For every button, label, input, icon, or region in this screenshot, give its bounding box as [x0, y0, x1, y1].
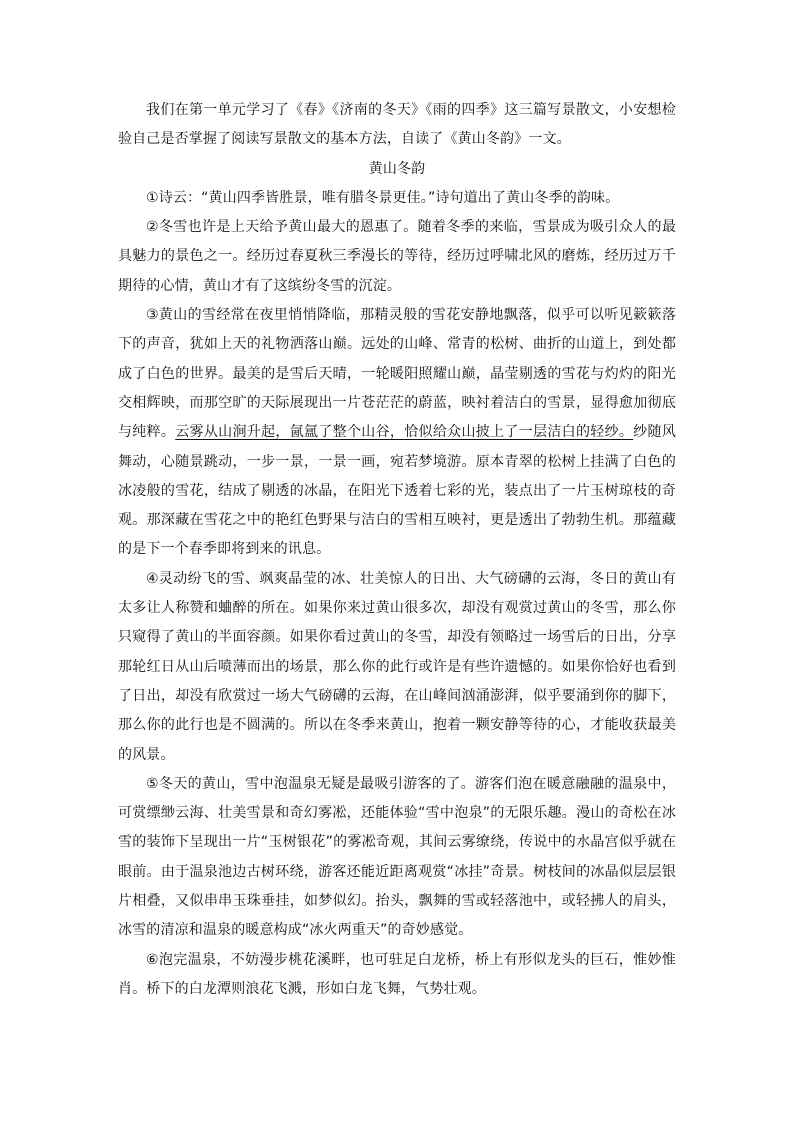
document-page [118, 96, 676, 1004]
paragraph-5: ⑤冬天的黄山，雪中泡温泉无疑是最吸引游客的了。游客们泡在暖意融融的温泉中，可赏缥缈云海、壮美雪景和奇幻雾凇，还能体验“雪中泡泉”的无限乐趣。漫山的奇松在冰雪的装饰下呈现出一片“玉树银花”的雾凇奇观，其间云雾缭绕，传说中的水晶宫似乎就在眼前。由于温泉池边古树环绕，游客还能近距离观赏“冰挂”奇景。树枝间的冰晶似层层银片相叠，又似串串玉珠垂挂，如梦似幻。抬头，飘舞的雪或轻落池中，或轻拂人的肩头，冰雪的清凉和温泉的暖意构成“冰火两重天”的奇妙感觉。 [118, 775, 676, 939]
paragraph-6: ⑥泡完温泉，不妨漫步桃花溪畔，也可驻足白龙桥，桥上有形似龙头的巨石，惟妙惟肖。桥下的白龙潭则浪花飞溅，形如白龙飞舞，气势壮观。 [118, 951, 676, 997]
paragraph-2: ②冬雪也许是上天给予黄山最大的恩惠了。随着冬季的来临，雪景成为吸引众人的最具魅力的景色之一。经历过春夏秋三季漫长的等待，经历过呼啸北风的磨炼，经历过万千期待的心情，黄山才有了这缤纷冬雪的沉淀。 [118, 219, 676, 294]
paragraph-1: ①诗云：“黄山四季皆胜景，唯有腊冬景更佳。”诗句道出了黄山冬季的韵味。 [146, 189, 620, 206]
underlined-sentence: 云雾从山涧升起，氤氲了整个山谷，恰似给众山披上了一层洁白的轻纱。 [175, 424, 634, 441]
paragraph-4: ④灵动纷飞的雪、飒爽晶莹的冰、壮美惊人的日出、大气磅礴的云海，冬日的黄山有太多让人称赞和蛐醉的所在。如果你来过黄山很多次，却没有观赏过黄山的冬雪，那么你只窥得了黄山的半面容颜。如果你看过黄山的冬雪，却没有领略过一场雪后的日出，分享那轮红日从山后喷薄而出的场景，那么你的此行或许是有些许遗憾的。如果你恰好也看到了日出，却没有欣赏过一场大气磅礴的云海，在山峰间汹涌澎湃，似乎要涌到你的脚下，那么你的此行也是不圆满的。所以在冬季来黄山，抱着一颗安静等待的心，才能收获最美的风景。 [118, 570, 676, 763]
paragraph-3-text-before: ③黄山的雪经常在夜里悄悄降临，那精灵般的雪花安静地飘落，似乎可以听见簌簌落下的声音，犹如上天的礼物洒落山巅。远处的山峰、常青的松树、曲折的山道上，到处都成了白色的世界。最美的是雪后天晴，一轮暖阳照耀山巅，晶莹剔透的雪花与灼灼的阳光交相辉映，而那空旷的天际展现出一片苍茫茫的蔚蓝，映衬着洁白的雪景，显得愈加彻底与纯粹。 [118, 307, 676, 441]
intro-paragraph: 我们在第一单元学习了《春》《济南的冬天》《雨的四季》这三篇写景散文，小安想检验自己是否掌握了阅读写景散文的基本方法，自读了《黄山冬韵》一文。 [118, 102, 676, 148]
paragraph-3 [118, 301, 676, 565]
article-title: 黄山冬韵 [368, 160, 426, 177]
paragraph-3-text-after: 纱随风舞动，心随景跳动，一步一景，一景一画，宛若梦境游。原本青翠的松树上挂满了白色的冰凌般的雪花，结成了剔透的冰晶，在阳光下透着七彩的光，装点出了一片玉树琼枝的奇观。那深藏在雪花之中的艳红色野果与洁白的雪相互映衬，更是透出了勃勃生机。那蕴藏的是下一个春季即将到来的讯息。 [118, 424, 676, 558]
